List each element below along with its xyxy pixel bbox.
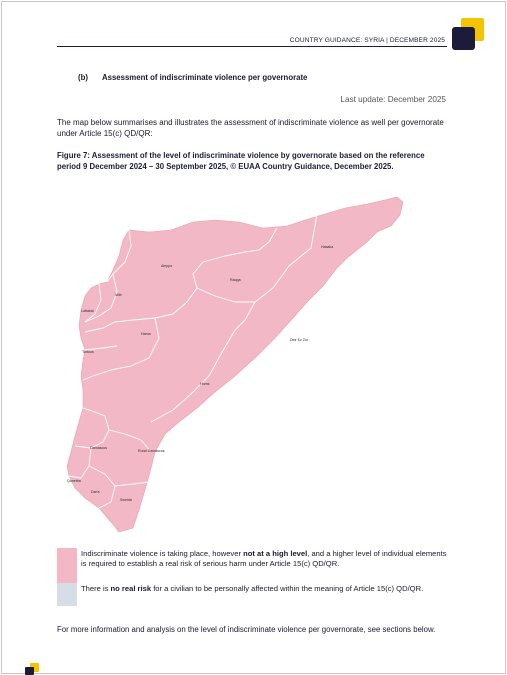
legend-text-part: , and a higher level of individual elements is required to establish a real risk of serious harm under Article 15(c) QD/QR. [81, 549, 447, 568]
legend-text-not-high [81, 549, 449, 569]
label-tartous: Tartous [82, 350, 94, 354]
syria-outline [67, 197, 403, 532]
section-heading [78, 73, 307, 82]
label-quneitra: Quneitra [67, 479, 81, 483]
section-label: (b) [78, 73, 88, 82]
legend-text-bold: not at a high level [243, 549, 308, 558]
label-rural-damascus: Rural Damascus [138, 449, 165, 453]
legend-swatch-no-risk [57, 583, 77, 606]
euaa-logo-icon [452, 18, 484, 50]
euaa-corner-mark-icon [25, 663, 39, 675]
running-header: COUNTRY GUIDANCE: SYRIA | DECEMBER 2025 [289, 37, 445, 44]
label-lattakia: Lattakia [81, 309, 94, 313]
legend-item-not-high [57, 548, 449, 583]
label-daraa: Dar'a [91, 490, 100, 494]
label-idlib: Idlib [115, 293, 122, 297]
label-sweida: Sweida [120, 498, 132, 502]
legend-item-no-risk [57, 583, 449, 606]
label-damascus: Damascus [90, 446, 107, 450]
closing-paragraph: For more information and analysis on the level of indiscriminate violence per governorate, see sections below. [57, 625, 436, 634]
label-homs: Homs [200, 382, 210, 386]
label-raqqa: Raqqa [230, 278, 241, 282]
legend-text-part: There is [81, 584, 111, 593]
syria-map-svg [55, 190, 415, 540]
label-aleppo: Aleppo [161, 264, 173, 268]
legend-text-part: for a civilian to be personally affected within the meaning of Article 15(c) QD/QR. [151, 584, 424, 593]
intro-paragraph: The map below summarises and illustrates the assessment of indiscriminate violence as well per governorate under Article 15(c) QD/QR: [57, 118, 444, 138]
label-hama: Hama [141, 332, 151, 336]
legend-swatch-not-high [57, 548, 77, 583]
legend-text-bold: no real risk [110, 584, 152, 593]
legend-text-part: Indiscriminate violence is taking place, however [81, 549, 244, 558]
last-update: Last update: December 2025 [340, 95, 446, 104]
map-legend [57, 548, 449, 606]
figure-caption: Figure 7: Assessment of the level of indiscriminate violence by governorate based on the reference period 9 December 2024 – 30 September 2025, © EUAA Country Guidance, December 2025. [57, 151, 425, 171]
governorate-map [55, 190, 415, 540]
label-deir-ez-zor: Deir Ez Zor [290, 338, 309, 342]
legend-text-no-risk [81, 584, 423, 594]
header-rule [57, 46, 447, 47]
label-hasaka: Hasaka [321, 245, 334, 249]
section-title: Assessment of indiscriminate violence per governorate [102, 73, 308, 82]
